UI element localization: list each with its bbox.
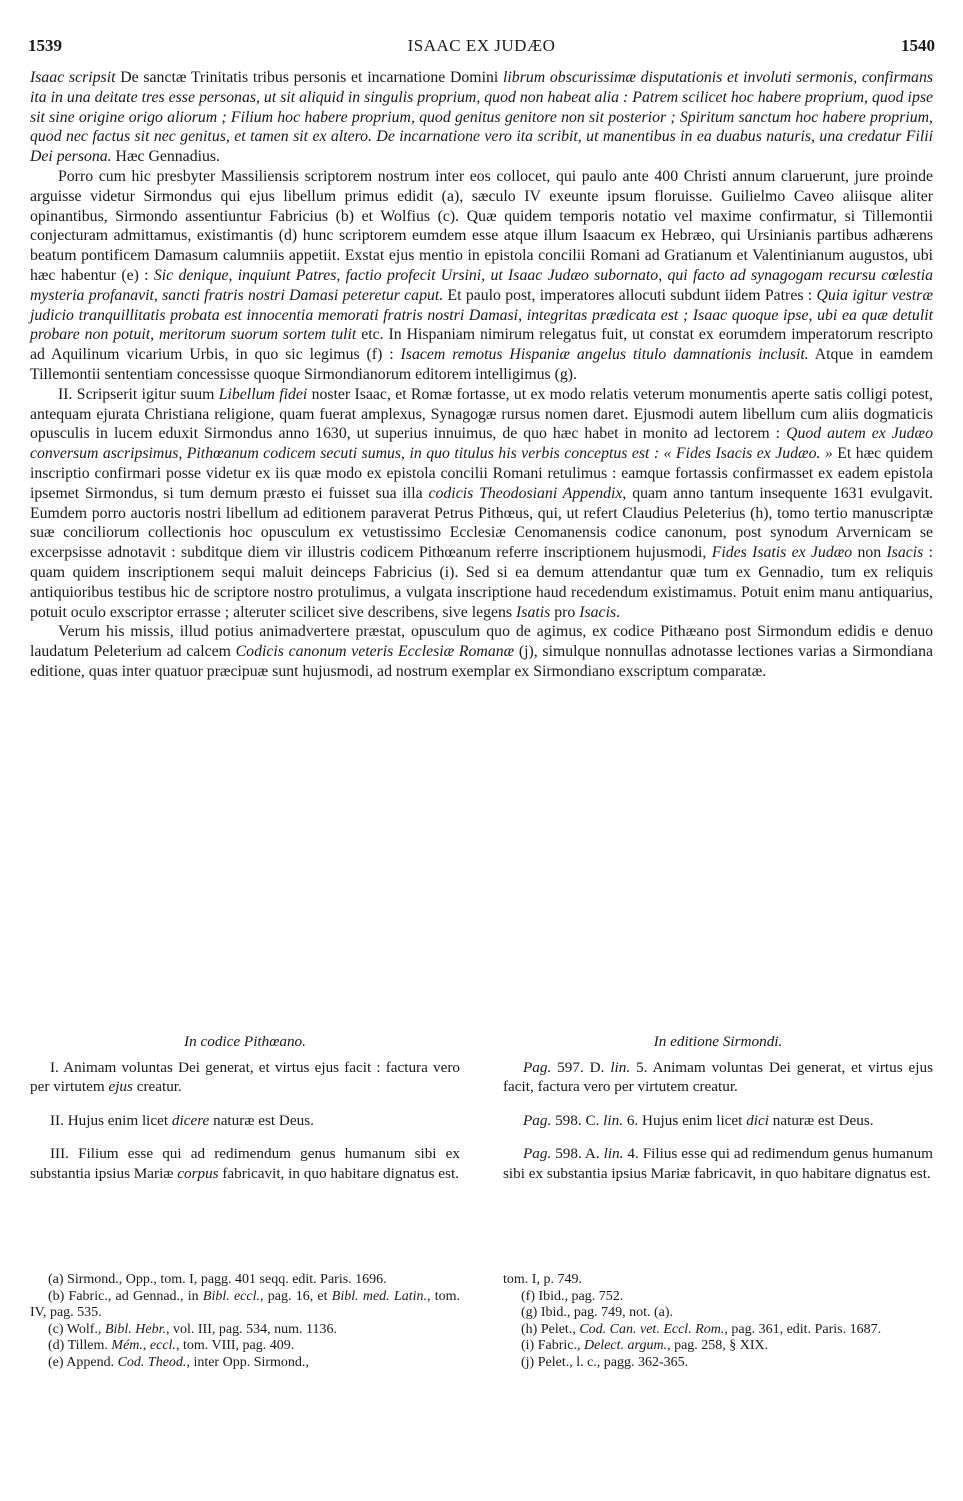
comparison-right-entry: Pag. 597. D. lin. 5. Animam voluntas Dei generat, et virtus ejus facit, factura vero per virtutem creatur. xyxy=(503,1058,933,1095)
footnote: (a) Sirmond., Opp., tom. I, pagg. 401 seqq. edit. Paris. 1696. xyxy=(48,1272,387,1287)
paragraph-section-ii: II. Scripserit igitur suum Libellum fidei noster Isaac, et Romæ fortasse, ut ex modo relatis veterum monumentis aperte satis colligi potest, antequam ejurata Christiana religione, quam fuerat amplexus, Synagogæ rursus nomen daret. Ejusmodi autem libellum cum aliis dogmaticis opusculis in lucem eduxit Sirmondus anno 1630, ut superius innuimus, de quo hæc habet in monito ad lectorem : Quod autem ex Judæo conversum ascripsimus, Pithœanum codicem secuti sumus, in quo titulus his verbis conceptus est : « Fides Isacis ex Judæo. » Et hæc quidem inscriptio confirmari posse videtur ex iis quæ modo ex epistola concilii Romani retulimus : eamque fortassis confirmasset ex eadem epistola ipsemet Sirmondus, si tum demum præsto ei fuisset sua illa codicis Theodosiani Appendix, quam anno tantum insequente 1631 evulgavit. Eumdem porro auctoris nostri libellum ad editionem paraverat Petrus Pithœus, qui, ut refert Claudius Peleterius (h), tomo tertio manuscriptæ suæ conciliorum collectionis hoc opusculum ex vetustissimo Ecclesiæ Cenomanensis codice canonum, post synodum Arvernicam se excerpsisse adnotavit : subditque diem vir illustris codicem Pithœanum referre inscriptionem hujusmodi, Fides Isatis ex Judæo non Isacis : quam quidem inscriptionem sequi maluit deinceps Fabricius (i). Sed si ea demum attendantur quæ tum ex Gennadio, tum ex reliquis antiquioribus testibus hic de scriptore nostro protulimus, a vulgata inscriptione haud recedendum existimamus. Potuit enim manu antiquarius, potuit oculo exscriptor errasse ; alteruter scilicet sive describens, sive legens Isatis pro Isacis. xyxy=(30,385,934,621)
comparison-left-entry: III. Filium esse qui ad redimendum genus humanum sibi ex substantia ipsius Mariæ corpus fabricavit, in quo habitare dignatus est. xyxy=(30,1145,460,1182)
running-header xyxy=(28,36,935,62)
footnote: (i) Fabric., Delect. argum., pag. 258, § XIX. xyxy=(521,1338,769,1353)
footnote: (h) Pelet., Cod. Can. vet. Eccl. Rom., pag. 361, edit. Paris. 1687. xyxy=(521,1321,882,1337)
comparison-right-entry: Pag. 598. C. lin. 6. Hujus enim licet dici naturæ est Deus. xyxy=(523,1111,874,1129)
footnotes-left-column xyxy=(30,1272,460,1371)
main-text xyxy=(30,68,933,682)
footnote-continuation: tom. I, p. 749. xyxy=(503,1272,582,1287)
footnote: (c) Wolf., Bibl. Hebr., vol. III, pag. 534, num. 1136. xyxy=(48,1321,337,1337)
footnote: (d) Tillem. Mém., eccl., tom. VIII, pag. 409. xyxy=(48,1338,295,1353)
footnote: (j) Pelet., l. c., pagg. 362-365. xyxy=(521,1354,689,1370)
footnotes-right-column xyxy=(503,1272,933,1371)
running-title: ISAAC EX JUDÆO xyxy=(407,36,556,55)
paragraph-gennadius: Isaac scripsit De sanctæ Trinitatis tribus personis et incarnatione Domini librum obscurissimæ disputationis et involuti sermonis, confirmans ita in una deitate tres esse personas, ut sit aliquid in singulis proprium, quod non habeat alia : Patrem scilicet hoc habere proprium, quod ipse sit sine origine origo aliorum ; Filium hoc habere proprium, quod genitus genitore non sit posterior ; Spiritum sanctum hoc habere proprium, quod nec factus sit nec genitus, et tamen sit ex altero. De incarnatione vero ita scribit, ut manentibus in ea duabus naturis, una credatur Filii Dei persona. Hæc Gennadius. xyxy=(30,69,933,166)
comparison-left-column xyxy=(30,1032,460,1197)
comparison-right-entry: Pag. 598. A. lin. 4. Filius esse qui ad redimendum genus humanum sibi ex substantia ipsius Mariæ fabricavit, in quo habitare dignatus est. xyxy=(503,1145,933,1182)
comparison-right-heading: In editione Sirmondi. xyxy=(653,1033,783,1050)
footnote: (g) Ibid., pag. 749, not. (a). xyxy=(521,1305,674,1320)
footnote: (f) Ibid., pag. 752. xyxy=(521,1288,624,1304)
comparison-right-column xyxy=(503,1032,933,1197)
comparison-left-entry: II. Hujus enim licet dicere naturæ est Deus. xyxy=(50,1111,314,1129)
comparison-left-entry: I. Animam voluntas Dei generat, et virtus ejus facit : factura vero per virtutem ejus creatur. xyxy=(30,1058,460,1095)
comparison-left-heading: In codice Pithœano. xyxy=(184,1033,306,1050)
page-number-left: 1539 xyxy=(28,36,62,55)
paragraph-porro: Porro cum hic presbyter Massiliensis scriptorem nostrum inter eos collocet, qui paulo ante 400 Christi annum claruerunt, jure proinde arguisse videtur Sirmondus qui ejus libellum primus edidit (a), sæculo IV exeunte ipsum floruisse. Guilielmo Caveo aliisque aliter opinantibus, Sirmondo assentiuntur Fabricius (b) et Wolfius (c). Quæ quidem temporis notatio vel maxime confirmatur, si Tillemontii conjecturam admittamus, existimantis (d) hunc scriptorem eumdem esse atque illum Isaacum ex Hebræo, qui Ursinianis partibus adhærens beatum pontificem Damasum calumniis appetiit. Exstat ejus mentio in epistola concilii Romani ad Gratianum et Valentinianum augustos, ubi hæc habentur (e) : Sic denique, inquiunt Patres, factio profecit Ursini, ut Isaac Judæo subornato, qui facto ad synagogam recursu cœlestia mysteria profanavit, sancti fratris nostri Damasi peteretur caput. Et paulo post, imperatores allocuti subdunt iidem Patres : Quia igitur vestræ judicio tranquillitatis probata est innocentia memorati fratris nostri Damasi, integritas prædicata est ; Isaac quoque ipse, ubi ea quæ detulit probare non potuit, meritorum suorum sortem tulit etc. In Hispaniam nimirum relegatus fuit, ut constat ex eorumdem imperatorum rescripto ad Aquilinum vicarium Urbis, in quo sic legimus (f) : Isacem remotus Hispaniæ angelus titulo damnationis inclusit. Atque in eamdem Tillemontii sententiam concessisse quoque Sirmondianorum editorem intelligimus (g). xyxy=(30,167,933,383)
footnote: (b) Fabric., ad Gennad., in Bibl. eccl., pag. 16, et Bibl. med. Latin., tom. IV, pag. 535. xyxy=(30,1288,460,1320)
paragraph-verum: Verum his missis, illud potius animadvertere præstat, opusculum quo de agimus, ex codice Pithæano post Sirmondum edidis e denuo laudatum Peleterium ad calcem Codicis canonum veteris Ecclesiæ Romanæ (j), simulque nonnullas adnotasse lectiones varias a Sirmondiana editione, quas inter quatuor præcipuæ sunt hujusmodi, ad nostrum exemplar ex Sirmondiano exscriptum comparatæ. xyxy=(30,623,933,680)
footnote: (e) Append. Cod. Theod., inter Opp. Sirmond., xyxy=(48,1354,309,1370)
page-number-right: 1540 xyxy=(901,36,935,55)
